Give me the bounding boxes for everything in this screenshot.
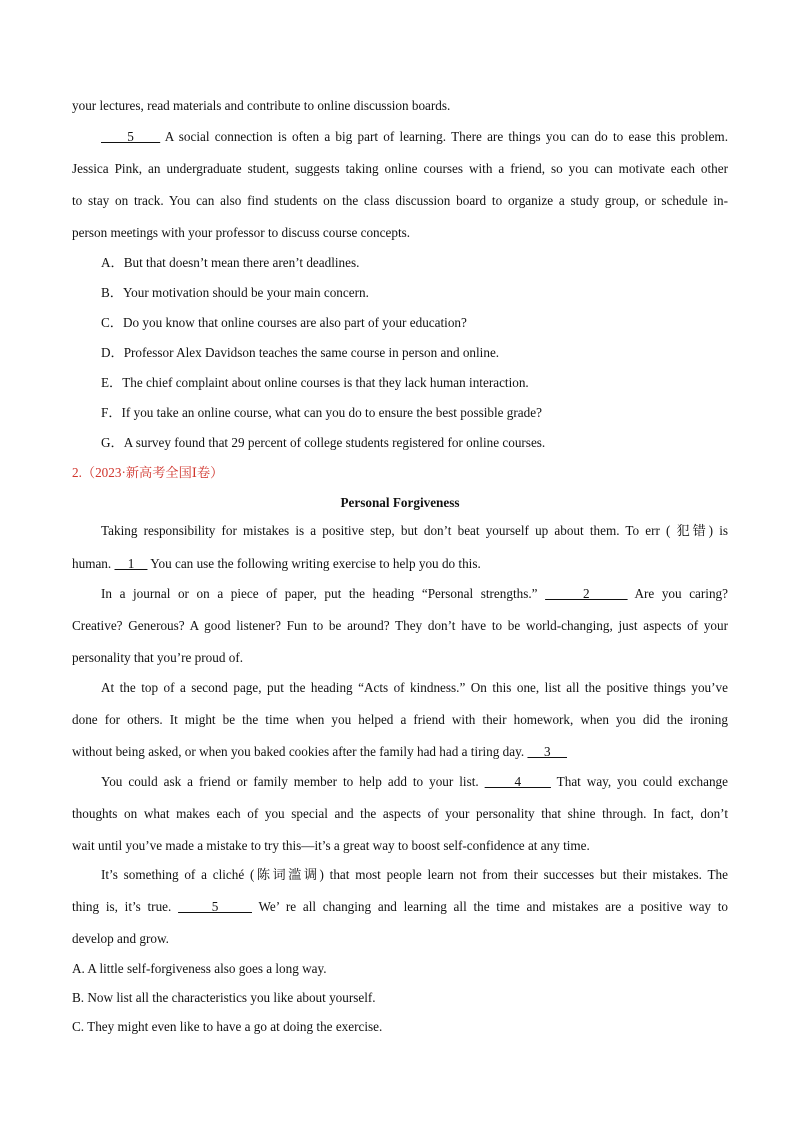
option-a: A. A little self-forgiveness also goes a long way.	[72, 961, 327, 976]
passage-line-blank-2	[101, 585, 728, 603]
option-d: D．Professor Alex Davidson teaches the same course in person and online.	[101, 345, 500, 360]
passage-line: to stay on track. You can also find students on the class discussion board to organize a study group, or schedule in-	[72, 193, 728, 208]
passage-text: thing is, it’s true.	[72, 899, 172, 914]
passage-text: That way, you could exchange	[556, 774, 728, 789]
answer-blank: 3	[527, 744, 568, 759]
passage-title: Personal Forgiveness	[340, 495, 460, 510]
passage-line: Creative? Generous? A good listener? Fun to be around? They don’t have to be world-changing, just aspects of your	[72, 618, 728, 633]
passage-line: Jessica Pink, an undergraduate student, suggests taking online courses with a friend, so you can motivate each other	[72, 161, 728, 176]
option-c: C. They might even like to have a go at doing the exercise.	[72, 1019, 383, 1034]
passage-line: person meetings with your professor to discuss course concepts.	[72, 225, 411, 240]
answer-blank: 2	[545, 586, 628, 601]
question-heading: 2.（2023·新高考全国Ⅰ卷）	[72, 465, 224, 480]
passage-text: human.	[72, 556, 112, 571]
answer-blank: 5	[178, 899, 252, 914]
passage-line-blank-3	[72, 743, 728, 761]
passage-line-blank-5	[72, 898, 728, 916]
passage-text: Are you caring?	[634, 586, 729, 601]
option-b: B．Your motivation should be your main concern.	[101, 285, 369, 300]
passage-line: personality that you’re proud of.	[72, 650, 244, 665]
answer-blank: 1	[114, 556, 148, 571]
option-e: E．The chief complaint about online courses is that they lack human interaction.	[101, 375, 529, 390]
answer-blank: 5	[101, 129, 161, 144]
passage-text: without being asked, or when you baked cookies after the family had had a tiring day.	[72, 744, 525, 759]
passage-line-blank-4	[101, 773, 728, 791]
passage-line: It’s something of a cliché (陈词滥调) that most people learn not from their successes but their mistakes. The	[101, 867, 728, 882]
passage-text: You can use the following writing exercise to help you do this.	[150, 556, 481, 571]
option-f: F．If you take an online course, what can you do to ensure the best possible grade?	[101, 405, 542, 420]
passage-text: You could ask a friend or family member to help add to your list.	[101, 774, 479, 789]
passage-line: thoughts on what makes each of you special and the aspects of your personality that shine through. In fact, don’t	[72, 806, 728, 821]
passage-text: We’ re all changing and learning all the time and mistakes are a positive way to	[258, 899, 729, 914]
option-a: A．But that doesn’t mean there aren’t deadlines.	[101, 255, 360, 270]
option-b: B. Now list all the characteristics you like about yourself.	[72, 990, 376, 1005]
passage-line: your lectures, read materials and contribute to online discussion boards.	[72, 98, 451, 113]
passage-line: done for others. It might be the time when you helped a friend with their homework, when you did the ironing	[72, 712, 728, 727]
passage-line: wait until you’ve made a mistake to try this—it’s a great way to boost self-confidence at any time.	[72, 838, 590, 853]
answer-blank: 4	[484, 774, 551, 789]
passage-line: develop and grow.	[72, 931, 169, 946]
passage-line-blank-5	[101, 128, 728, 146]
option-c: C．Do you know that online courses are also part of your education?	[101, 315, 467, 330]
passage-line: Taking responsibility for mistakes is a positive step, but don’t beat yourself up about them. To err ( 犯错) is	[101, 523, 728, 538]
option-g: G．A survey found that 29 percent of college students registered for online courses.	[101, 435, 546, 450]
passage-line-blank-1	[72, 555, 728, 573]
passage-text: A social connection is often a big part of learning. There are things you can do to ease this problem.	[164, 129, 728, 144]
passage-line: At the top of a second page, put the heading “Acts of kindness.” On this one, list all the positive things you’ve	[101, 680, 728, 695]
passage-text: In a journal or on a piece of paper, put the heading “Personal strengths.”	[101, 586, 538, 601]
